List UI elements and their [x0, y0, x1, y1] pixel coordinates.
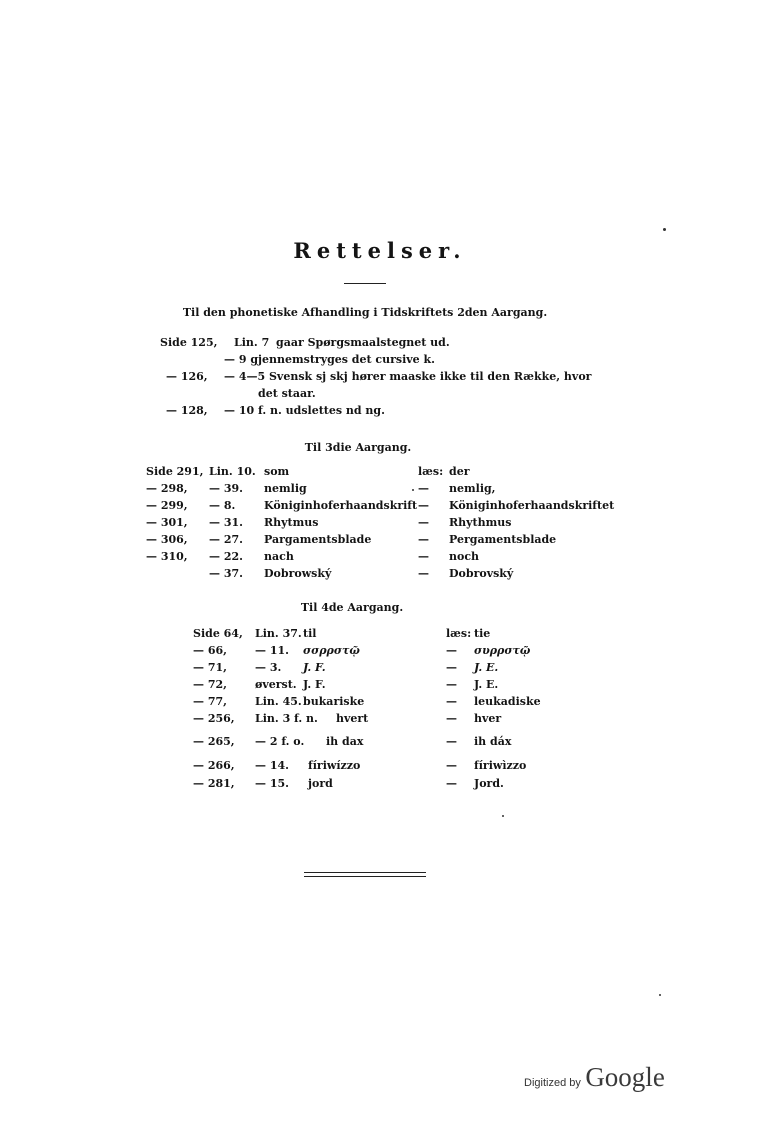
read-mark: — — [418, 533, 429, 546]
correct-text: J. E. — [474, 678, 499, 691]
correct-text: Königinhoferhaandskriftet — [449, 499, 615, 512]
wrong-text: nemlig — [264, 482, 307, 495]
section-heading: Til 4de Aargang. — [300, 601, 404, 614]
read-mark: — — [418, 482, 429, 495]
wrong-text: som — [264, 465, 290, 478]
section-heading: Til 3die Aargang. — [304, 441, 412, 454]
correct-text: Jord. — [474, 777, 504, 790]
line-ref: Lin. 37. — [255, 627, 302, 640]
wrong-text: fíriwízzo — [308, 759, 361, 772]
wrong-text: ih dax — [326, 735, 364, 748]
correct-text: leukadiske — [474, 695, 541, 708]
line-ref: — 31. — [209, 516, 243, 529]
line-ref: — 22. — [209, 550, 243, 563]
section-heading: Til den phonetiske Afhandling i Tidskriftets 2den Aargang. — [182, 306, 548, 319]
google-logo: Google — [585, 1062, 665, 1092]
page-ref: — 266, — [193, 759, 235, 772]
read-mark: — — [418, 516, 429, 529]
line-ref: — 8. — [209, 499, 236, 512]
line-ref: øverst. — [255, 678, 297, 691]
correct-text: J. E. — [474, 661, 499, 674]
correct-text: der — [449, 465, 470, 478]
wrong-text: J. F. — [303, 678, 326, 691]
page-ref: — 299, — [146, 499, 188, 512]
correct-text: nemlig, — [449, 482, 496, 495]
correct-text: fíriwìzzo — [474, 759, 527, 772]
line-ref: — 11. — [255, 644, 289, 657]
correction-line — [160, 402, 591, 419]
read-mark: — — [446, 759, 457, 772]
read-mark: — — [446, 735, 457, 748]
scan-speck — [502, 815, 504, 817]
read-mark: — — [418, 550, 429, 563]
correction-text: gjennemstryges det cursive k. — [250, 353, 435, 366]
correction-text: Svensk sj skj hører maaske ikke til den Række, hvor — [268, 370, 592, 383]
correct-text: noch — [449, 550, 480, 563]
correct-text: tie — [474, 627, 491, 640]
line-ref: Lin. 7 — [234, 336, 270, 349]
page-ref: — 265, — [193, 735, 235, 748]
wrong-text: Dobrowský — [264, 567, 332, 580]
page-ref: — 77, — [193, 695, 227, 708]
wrong-text: nach — [264, 550, 294, 563]
page-ref: — 256, — [193, 712, 235, 725]
correct-text: Dobrovský — [449, 567, 514, 580]
page-title: Rettelser. — [293, 238, 467, 263]
wrong-text: jord — [308, 777, 333, 790]
page-ref: — 298, — [146, 482, 188, 495]
page-ref: — 71, — [193, 661, 227, 674]
page-ref: Side 291, — [146, 465, 204, 478]
line-ref: — 2 f. o. — [255, 735, 305, 748]
correction-text: gaar Spørgsmaalstegnet ud. — [276, 336, 450, 349]
page-ref: — 310, — [146, 550, 188, 563]
wrong-text: hvert — [336, 712, 369, 725]
line-ref: — 4—5 — [224, 370, 266, 383]
page-ref: Side 64, — [193, 627, 243, 640]
page-ref: — 301, — [146, 516, 188, 529]
page-ref: — 126, — [166, 370, 208, 383]
wrong-text: Rhytmus — [264, 516, 319, 529]
correct-text: Pergamentsblade — [449, 533, 557, 546]
read-mark: — — [446, 644, 457, 657]
line-ref: Lin. 3 f. n. — [255, 712, 318, 725]
line-ref: — 14. — [255, 759, 289, 772]
read-mark: læs: — [418, 465, 444, 478]
page-ref: — 66, — [193, 644, 227, 657]
read-mark: — — [418, 499, 429, 512]
page-ref: — 306, — [146, 533, 188, 546]
watermark-prefix: Digitized by — [524, 1077, 581, 1089]
line-ref: — 27. — [209, 533, 243, 546]
section-1-corrections — [160, 334, 591, 419]
wrong-text: Pargamentsblade — [264, 533, 372, 546]
read-mark: — — [446, 777, 457, 790]
line-ref: Lin. 10. — [209, 465, 256, 478]
read-mark: — — [446, 695, 457, 708]
page-ref: — 128, — [166, 404, 208, 417]
correct-text: συρρστῷ — [474, 644, 531, 657]
line-ref: — 10 — [224, 404, 255, 417]
correction-line — [160, 351, 591, 368]
end-double-rule — [304, 872, 426, 877]
read-mark: — — [446, 712, 457, 725]
line-ref: — 15. — [255, 777, 289, 790]
title-rule — [344, 283, 386, 284]
line-ref: — 9 — [224, 353, 247, 366]
wrong-text: J. F. — [303, 661, 326, 674]
read-mark: — — [446, 661, 457, 674]
correct-text: Rhythmus — [449, 516, 512, 529]
scan-speck — [663, 228, 666, 231]
digitized-watermark — [524, 1062, 665, 1093]
line-ref: — 3. — [255, 661, 282, 674]
line-ref: — 37. — [209, 567, 243, 580]
page-ref: — 72, — [193, 678, 227, 691]
wrong-text: Königinhoferhaandskrift — [264, 499, 418, 512]
wrong-text: σσρρστῷ — [303, 644, 360, 657]
line-ref: Lin. 45. — [255, 695, 302, 708]
correction-line — [160, 368, 591, 385]
page-ref: — 281, — [193, 777, 235, 790]
page-ref: Side 125, — [160, 336, 218, 349]
scan-speck — [659, 994, 661, 996]
wrong-text: til — [303, 627, 317, 640]
wrong-text: bukariske — [303, 695, 365, 708]
correct-text: hver — [474, 712, 502, 725]
line-ref: — 39. — [209, 482, 243, 495]
correction-text: f. n. udslettes nd ng. — [257, 404, 385, 417]
correction-line — [160, 334, 591, 351]
correction-text: det staar. — [258, 387, 316, 400]
correct-text: ih dáx — [474, 735, 512, 748]
read-mark: læs: — [446, 627, 472, 640]
read-mark: — — [446, 678, 457, 691]
correction-line — [160, 385, 591, 402]
read-mark: — — [418, 567, 429, 580]
scan-speck — [412, 489, 414, 491]
